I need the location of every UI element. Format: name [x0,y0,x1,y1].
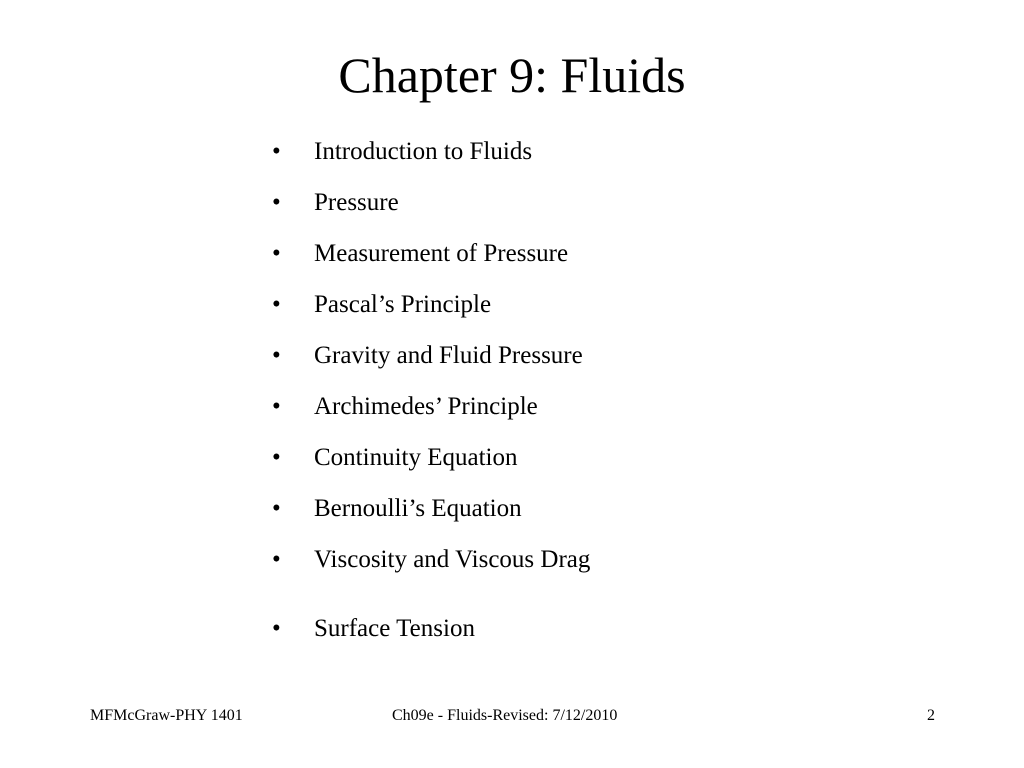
list-item [272,542,590,593]
list-item-label: Archimedes’ Principle [314,393,538,420]
bullet-icon: • [272,291,281,318]
list-item-label: Measurement of Pressure [314,240,569,267]
topic-list [272,134,590,662]
bullet-icon: • [272,495,281,522]
list-item [272,491,590,542]
bullet-icon: • [272,393,281,420]
list-item-label: Pressure [314,189,399,216]
footer-file-info: Ch09e - Fluids-Revised: 7/12/2010 [392,707,618,724]
list-item [272,236,590,287]
bullet-icon: • [272,240,281,267]
list-item-label: Surface Tension [314,615,475,642]
list-item [272,185,590,236]
bullet-icon: • [272,189,281,216]
footer-course: MFMcGraw-PHY 1401 [90,707,243,724]
page-number: 2 [927,707,935,724]
list-item-label: Viscosity and Viscous Drag [314,546,591,573]
list-item-label: Pascal’s Principle [314,291,492,318]
list-item-label: Continuity Equation [314,444,518,471]
bullet-icon: • [272,444,281,471]
list-item [272,287,590,338]
slide-title: Chapter 9: Fluids [338,47,686,103]
bullet-icon: • [272,615,281,642]
list-item [272,440,590,491]
bullet-icon: • [272,138,281,165]
bullet-icon: • [272,546,281,573]
list-item-label: Gravity and Fluid Pressure [314,342,583,369]
list-item-label: Introduction to Fluids [314,138,533,165]
bullet-icon: • [272,342,281,369]
list-item [272,611,590,662]
list-item [272,389,590,440]
list-item [272,338,590,389]
list-item [272,134,590,185]
list-item-label: Bernoulli’s Equation [314,495,522,522]
